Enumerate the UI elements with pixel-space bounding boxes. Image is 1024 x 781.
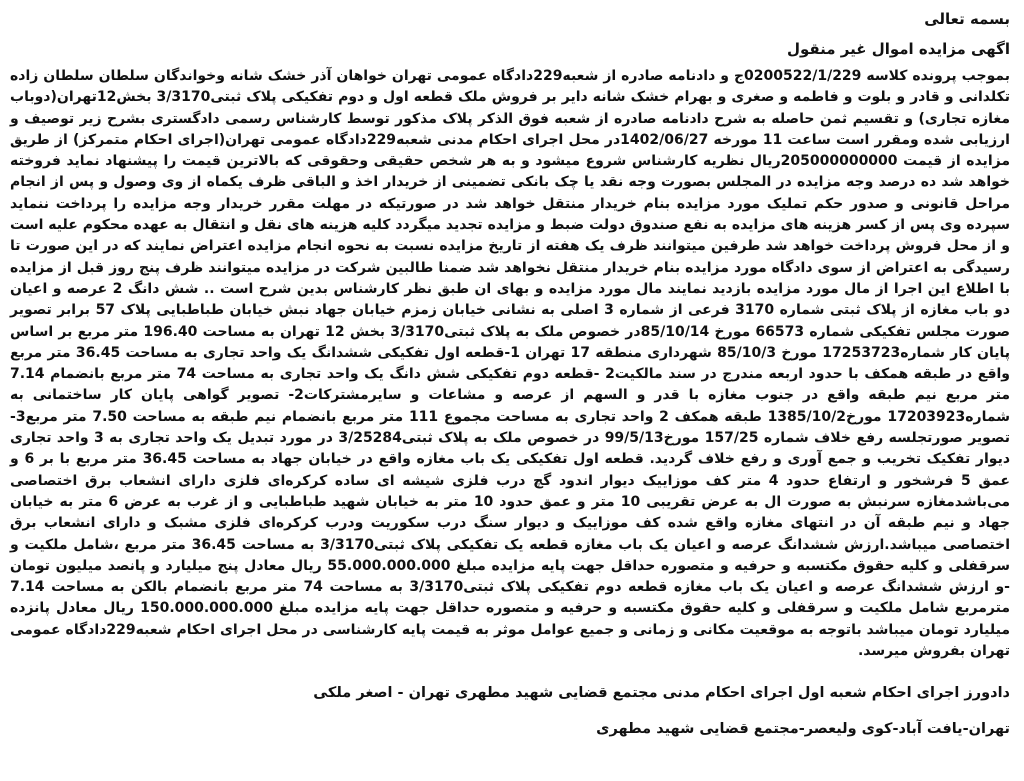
notice-body-paragraph: بموجب پرونده کلاسه 0200522/1/229ج و دادنامه صادره از شعبه229دادگاه عمومی تهران خواهان آذر خشک شانه وخواندگان سلطان سلطان زاده تکلدانی و قادر و بلوت و فاطمه و صغری و بهرام خشک شانه دایر بر فروش ملک قطعه اول و دوم تفکیکی پلاک ثبتی3/3170 بخش12تهران(دوباب مغازه تجاری) و تقسیم ثمن حاصله به شرح دادنامه صادره از شعبه فوق الذکر پلاک مذکور توسط کارشناس رسمی دادگستری بشرح زیر توصیف و ارزیابی شده ومقرر است ساعت 11 مورخه 1402/06/27در محل اجرای احکام مدنی شعبه229دادگاه عمومی تهران(اجرای احکام متمرکز) از طریق مزایده از قیمت 205000000000ریال نظریه کارشناس شروع میشود و به هر شخص حقیقی وحقوقی که بالاترین قیمت را پیشنهاد نماید فروخته خواهد شد ده درصد وجه مزایده در المجلس بصورت وجه نقد یا چک بانکی تضمینی از خریدار اخذ و الباقی ظرف یکماه از وی وصول و پس از انجام مراحل قانونی و صدور حکم تملیک مورد مزایده بنام خریدار منتقل خواهد شد در صورتیکه در مهلت مقرر خریدار وجه مزایده را پرداخت ننماید سپرده وی پس از کسر هزینه های مزایده به نفع صندوق دولت ضبط و مزایده تجدید میگردد کلیه هزینه های نقل و انتقال به عهده محکوم علیه است و از محل فروش پرداخت خواهد شد طرفین میتوانند ظرف یک هفته از تاریخ مزایده نسبت به نحوه انجام مزایده اعتراض نمایند که در این صورت تا رسیدگی به اعتراض از سوی دادگاه مورد مزایده بنام خریدار منتقل نخواهد شد ضمنا طالبین شرکت در مزایده میتوانند ظرف پنج روز قبل از مزایده با اطلاع این اجرا از مال مورد مزایده بازدید نمایند مال مورد مزایده و بهای ان طبق نظر کارشناس بدین شرح است .. شش دانگ 2 عرصه و اعیان دو باب مغازه از پلاک ثبتی شماره 3170 فرعی از شماره 3 اصلی به نشانی خیابان زمزم خیابان جهاد نبش خیابان طباطبایی پلاک 57 برابر تصویر صورت مجلس تفکیکی شماره 66573 مورخ 85/10/14در خصوص ملک به پلاک ثبتی3/3170 بخش 12 تهران به مساحت 196.40 متر مربع بر اساس پایان کار شماره17253723 مورخ 85/10/3 شهرداری منطقه 17 تهران 1-قطعه اول تفکیکی ششدانگ یک واحد تجاری به مساحت 36.45 متر مربع واقع در طبقه همکف با حدود اربعه مندرج در سند مالکیت2 -قطعه دوم تفکیکی شش دانگ یک واحد تجاری به مساحت 74 متر مربع بانضمام 7.14 متر مربع نیم طبقه واقع در جنوب مغازه با قدر و السهم از عرصه و مشاعات و سایرمشترکات2- تصویر گواهی پایان کار ساختمانی به شماره17203923 مورخ1385/10/2 طبقه همکف 2 واحد تجاری به مساحت مجموع 111 متر مربع بانضمام نیم طبقه به مساحت 7.50 متر مربع3- تصویر صورتجلسه رفع خلاف شماره 157/25 مورخ99/5/13 در خصوص ملک به پلاک ثبتی3/25284 در مورد تبدیل یک واحد تجاری به 3 واحد تجاری دیوار تفکیک تخریب و جمع آوری و رفع خلاف گردید. قطعه اول تفکیکی یک باب مغازه واقع در خیابان جهاد به مساحت 36.45 متر مربع با بر 6 و عمق 5 فرشخور و ارتفاع حدود 4 متر کف موزاییک دیوار اندود گچ درب فلزی شیشه ای ساده کرکره‌ای فلزی دارای انشعاب برق اختصاصی می‌باشدمغازه سرنبش به صورت ال به عرض تقریبی 10 متر و عمق حدود 10 متر به خیابان شهید طباطبایی و از غرب به عرض 6 متر به خیابان جهاد و نیم طبقه آن در انتهای مغازه واقع شده کف موزاییک و دیوار سنگ درب سکوریت ودرب کرکره‌ای فلزی مشبک و دارای انشعاب برق اختصاصی میباشد.ارزش ششدانگ عرصه و اعیان یک باب مغازه قطعه یک تفکیکی پلاک ثبتی3/3170 به مساحت 36.45 متر مربع ،شامل ملکیت و سرقفلی و کلیه حقوق مکتسبه و حرفیه و متصوره حداقل جهت پایه مزایده مبلغ 55.000.000.000 ریال معادل پنج میلیارد و پانصد میلیون تومان -و ارزش ششدانگ عرصه و اعیان یک باب مغازه قطعه دوم تفکیکی پلاک ثبتی3/3170 به مساحت 74 متر مربع بانضمام بالکن به مساحت 7.14 مترمربع شامل ملکیت و سرقفلی و کلیه حقوق مکتسبه و حرفیه و متصوره حداقل جهت پایه مزایده مبلغ 150.000.000.000 ریال معادل پانزده میلیارد تومان میباشد باتوجه به موقعیت مکانی و زمانی و جمیع عوامل موثر به قیمت پایه کارشناسی در محل اجرای احکام شعبه229دادگاه عمومی تهران بفروش میرسد. bbox=[10, 68, 1011, 660]
address-line: تهران-یافت آباد-کوی ولیعصر-مجتمع قضایی شهید مطهری bbox=[596, 721, 1010, 738]
signature-line: دادورز اجرای احکام شعبه اول اجرای احکام مدنی مجتمع قضایی شهید مطهری تهران - اصغر ملکی bbox=[313, 685, 1010, 702]
notice-title: اگهی مزایده اموال غیر منقول bbox=[786, 40, 1010, 58]
basmala-heading: بسمه تعالی bbox=[924, 10, 1010, 28]
